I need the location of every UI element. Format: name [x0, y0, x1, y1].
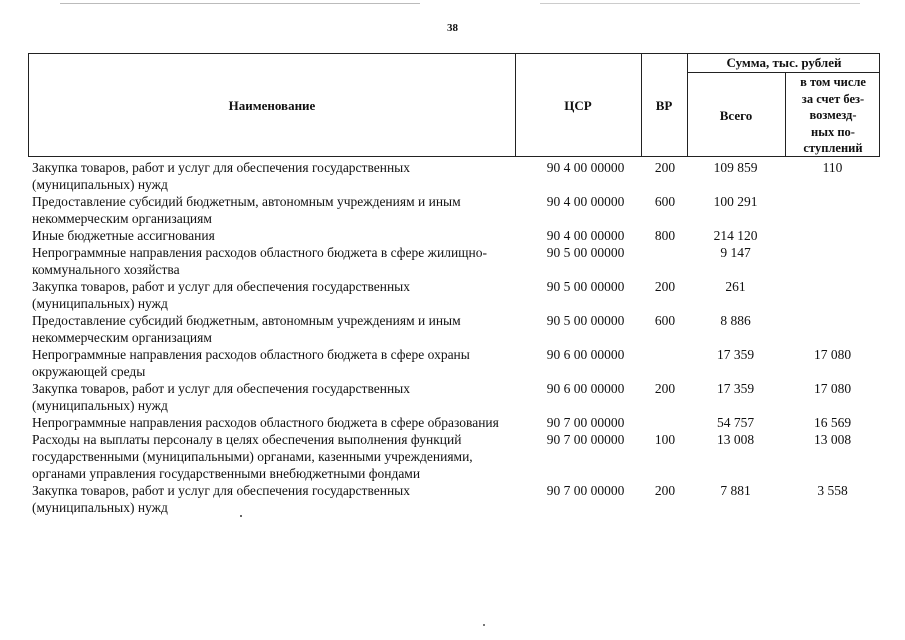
table-row: Закупка товаров, работ и услуг для обеспечения государственных (муниципальных) нужд 90 5 00 00000 200 261 [32, 279, 746, 311]
table-header [28, 53, 880, 157]
scan-speck [483, 624, 485, 626]
header-csr: ЦСР [564, 98, 592, 113]
scan-speck [240, 515, 242, 517]
table-row: Непрограммные направления расходов областного бюджета в сфере охраны окружающей среды 90 6 00 00000 17 359 17 080 [32, 347, 852, 379]
page-number: 38 [447, 22, 458, 34]
header-gratis: в том числе за счет без- возмезд- ных по- ступлений [800, 75, 866, 155]
table-row: Предоставление субсидий бюджетным, автономным учреждениям и иным некоммерческим организациям 90 5 00 00000 600 8 886 [32, 313, 751, 345]
header-sum: Сумма, тыс. рублей [726, 55, 842, 70]
table-row: Закупка товаров, работ и услуг для обеспечения государственных (муниципальных) нужд 90 6 00 00000 200 17 359 17 080 [32, 381, 852, 413]
sum-divider [687, 72, 879, 73]
table-row: Непрограммные направления расходов областного бюджета в сфере образования 90 7 00 00000 54 757 16 569 [32, 415, 852, 430]
table-row: Закупка товаров, работ и услуг для обеспечения государственных (муниципальных) нужд 90 4 00 00000 200 109 859 110 [32, 160, 843, 192]
table-row: Иные бюджетные ассигнования 90 4 00 00000 800 214 120 [32, 228, 758, 243]
table-row: Предоставление субсидий бюджетным, автономным учреждениям и иным некоммерческим организациям 90 4 00 00000 600 100 291 [32, 194, 758, 226]
header-total: Всего [719, 108, 753, 123]
scan-edge-line [60, 3, 420, 4]
header-name: Наименование [228, 98, 316, 113]
scan-edge-line [540, 3, 860, 4]
table-body [28, 159, 880, 516]
table-row: Закупка товаров, работ и услуг для обеспечения государственных (муниципальных) нужд 90 7 00 00000 200 7 881 3 558 [32, 483, 848, 515]
table-row: Непрограммные направления расходов областного бюджета в сфере жилищно-коммунального хозяйства 90 5 00 00000 9 147 [32, 245, 751, 277]
header-vr: ВР [655, 98, 673, 113]
table-row: Расходы на выплаты персоналу в целях обеспечения выполнения функций государственными (муниципальными) органами, казенными учреждениями, органами управления государственными внебюджетными фондами 90 7 00 00000 100 13 008 13 008 [32, 432, 852, 481]
